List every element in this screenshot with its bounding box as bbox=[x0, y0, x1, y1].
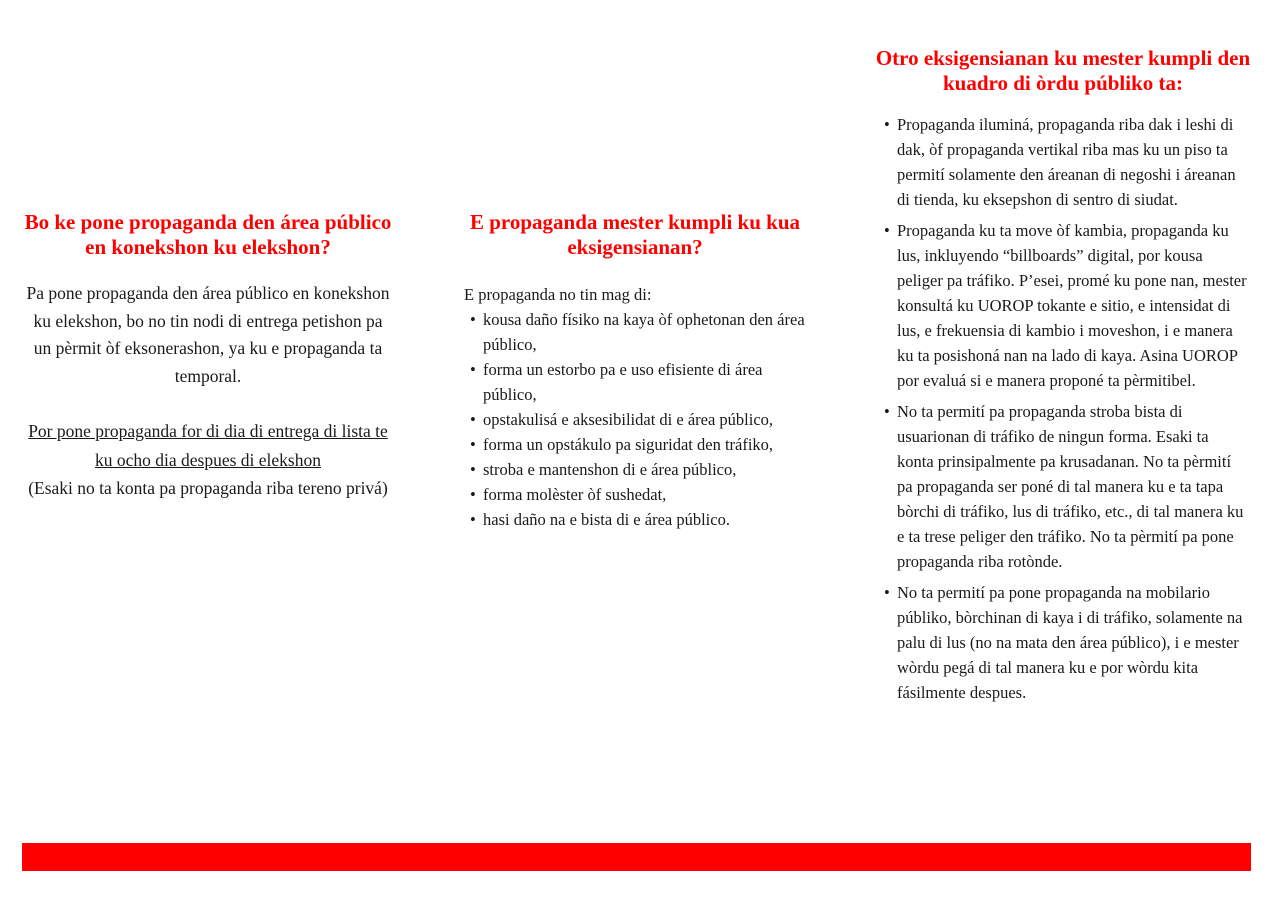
left-panel-note: (Esaki no ta konta pa propaganda riba tereno privá) bbox=[28, 478, 388, 498]
public-order-requirements-list bbox=[872, 112, 1254, 705]
left-panel-paragraph: Pa pone propaganda den área público en konekshon ku elekshon, bo no tin nodi di entrega petishon pa un pèrmit òf eksonerashon, ya ku e propaganda ta temporal. bbox=[26, 283, 390, 386]
middle-panel-intro: E propaganda no tin mag di: bbox=[464, 285, 652, 304]
list-item: • No ta permití pa pone propaganda na mobilario públiko, bòrchinan di kaya i di tráfiko, solamente na palu di lus (no na mata den área público), i e mester wòrdu pegá di tal manera ku e por wòrdu kita fásilmente despues. bbox=[897, 580, 1254, 705]
list-item: • forma un estorbo pa e uso efisiente di área público, bbox=[483, 357, 812, 407]
list-item: • forma molèster òf sushedat, bbox=[483, 482, 812, 507]
middle-panel-heading: E propaganda mester kumpli ku kua eksigensianan? bbox=[469, 210, 801, 259]
list-item: • No ta permití pa propaganda stroba bista di usuarionan di tráfiko de ningun forma. Esaki ta konta prinsipalmente pa krusadanan. No ta pèrmití pa propaganda ser poné di tal manera ku e ta tapa bòrchi di tráfiko, lus di tráfiko, etc., di tal manera ku e ta trese peliger den tráfiko. No ta pèrmití pa pone propaganda riba rotònde. bbox=[897, 399, 1254, 574]
list-item: • Propaganda ku ta move òf kambia, propaganda ku lus, inkluyendo “billboards” digital, por kousa peliger pa tráfiko. P’esei, promé ku pone nan, mester konsultá ku UOROP tokante e sitio, e intensidat di lus, e frekuensia di kambio i moveshon, i e manera ku ta posishoná nan na lado di kaya. Asina UOROP por evaluá si e manera proponé ta pèrmitibel. bbox=[897, 218, 1254, 393]
list-item: • Propaganda iluminá, propaganda riba dak i leshi di dak, òf propaganda vertikal riba mas ku un piso ta permití solamente den áreanan di negoshi i áreanan di tienda, ku eksepshon di sentro di siudat. bbox=[897, 112, 1254, 212]
left-panel-paragraph-2 bbox=[24, 417, 392, 503]
footer-red-bar bbox=[22, 843, 1251, 871]
requirements-list bbox=[458, 307, 812, 532]
left-panel-heading: Bo ke pone propaganda den área público en konekshon ku elekshon? bbox=[24, 210, 392, 259]
list-item: • opstakulisá e aksesibilidat di e área público, bbox=[483, 407, 812, 432]
right-panel bbox=[872, 46, 1254, 711]
right-panel-heading: Otro eksigensianan ku mester kumpli den kuadro di òrdu públiko ta: bbox=[875, 46, 1251, 95]
left-panel bbox=[24, 210, 392, 520]
list-item: • hasi daño na e bista di e área público. bbox=[483, 507, 812, 532]
middle-panel bbox=[458, 210, 812, 532]
list-item: • forma un opstákulo pa siguridat den tráfiko, bbox=[483, 432, 812, 457]
list-item: • stroba e mantenshon di e área público, bbox=[483, 457, 812, 482]
list-item: • kousa daño físiko na kaya òf ophetonan den área público, bbox=[483, 307, 812, 357]
left-panel-period-text: Por pone propaganda for di dia di entrega di lista te ku ocho dia despues di elekshon bbox=[28, 421, 388, 470]
